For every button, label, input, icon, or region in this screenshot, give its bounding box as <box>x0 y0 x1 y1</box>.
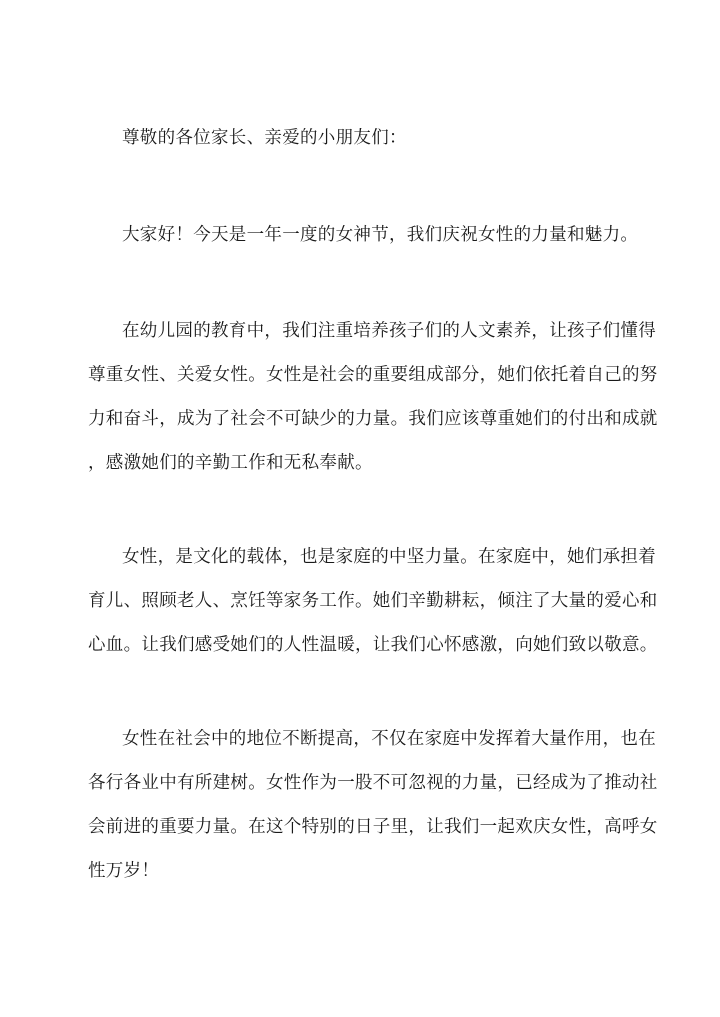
paragraph-4-line-3: 会前进的重要力量。在这个特别的日子里，让我们一起欢庆女性，高呼女 <box>88 817 658 837</box>
paragraph-2-line-2: 尊重女性、关爱女性。女性是社会的重要组成部分，她们依托着自己的努 <box>88 365 658 385</box>
salutation: 尊敬的各位家长、亲爱的小朋友们： <box>122 128 407 148</box>
paragraph-4-line-2: 各行各业中有所建树。女性作为一股不可忽视的力量，已经成为了推动社 <box>88 773 658 793</box>
paragraph-1-line-1: 大家好！今天是一年一度的女神节，我们庆祝女性的力量和魅力。 <box>122 225 639 245</box>
paragraph-2-line-4: ，感激她们的辛勤工作和无私奉献。 <box>88 453 373 473</box>
paragraph-4-line-4: 性万岁！ <box>88 861 160 881</box>
paragraph-4-line-1: 女性在社会中的地位不断提高，不仅在家庭中发挥着大量作用，也在 <box>122 729 656 749</box>
paragraph-2-line-3: 力和奋斗，成为了社会不可缺少的力量。我们应该尊重她们的付出和成就 <box>88 409 658 429</box>
paragraph-3-line-3: 心血。让我们感受她们的人性温暖，让我们心怀感激，向她们致以敬意。 <box>88 635 658 655</box>
paragraph-2-line-1: 在幼儿园的教育中，我们注重培养孩子们的人文素养，让孩子们懂得 <box>122 321 656 341</box>
paragraph-3-line-2: 育儿、照顾老人、烹饪等家务工作。她们辛勤耕耘，倾注了大量的爱心和 <box>88 591 658 611</box>
paragraph-3-line-1: 女性，是文化的载体，也是家庭的中坚力量。在家庭中，她们承担着 <box>122 547 656 567</box>
